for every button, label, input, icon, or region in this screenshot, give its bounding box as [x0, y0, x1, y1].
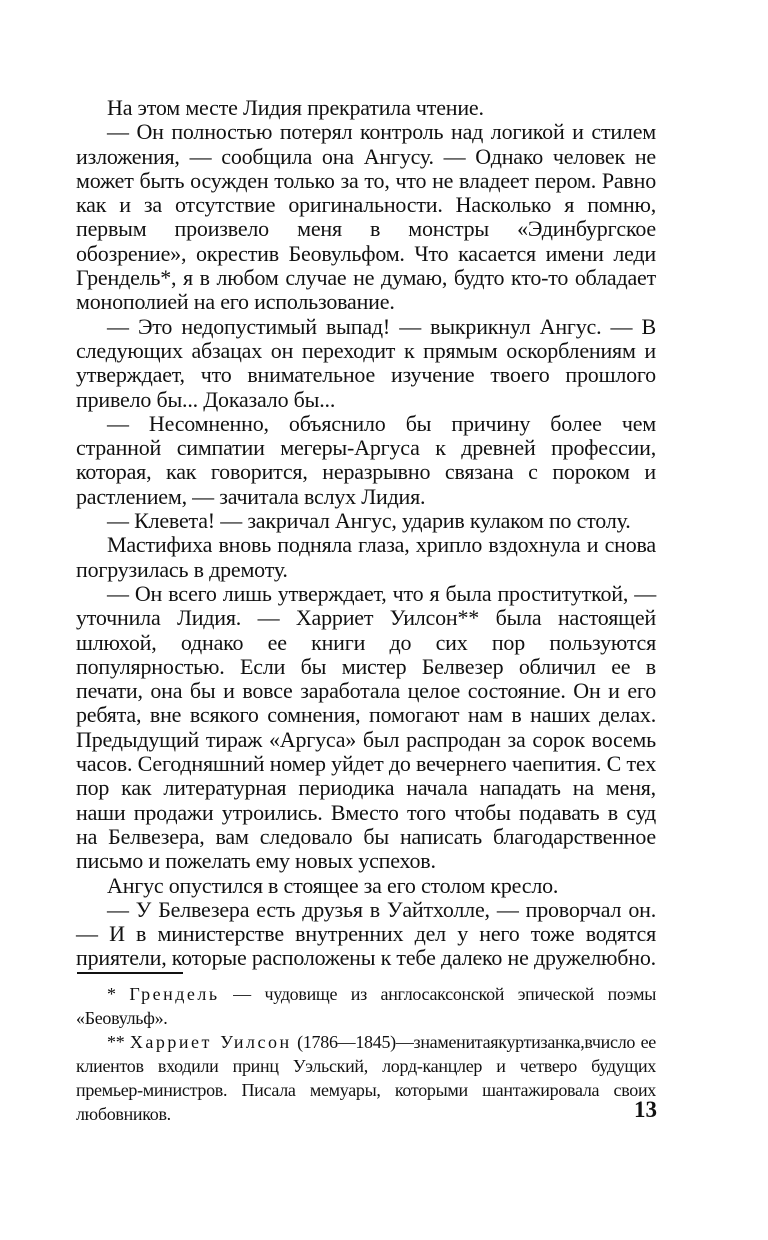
paragraph: — Он всего лишь утверждает, что я была проституткой, — уточнила Лидия. — Харриет Уилсон** была настоящей шлюхой, однако ее книги до сих пор пользуются популярностью. Если бы мистер Белвезер обличил ее в печати, она бы и вовсе заработала целое состояние. Он и его ребята, вне всякого сомнения, помогают нам в наших делах. Предыдущий тираж «Аргуса» был распродан за сорок восемь часов. Сегодняшний номер уйдет до вечернего чаепития. С тех пор как литературная периодика начала нападать на меня, наши продажи утроились. Вместо того чтобы подавать в суд на Белвезера, вам следовало бы написать благодарственное письмо и пожелать ему новых успехов. [76, 580, 656, 874]
paragraph: На этом месте Лидия прекратила чтение. [107, 95, 484, 120]
paragraph: — Он полностью потерял контроль над логикой и стилем изложения, — сообщила она Ангусу. — Однако человек не может быть осужден только за то, что не владеет пером. Равно как и за отсутствие оригинальности. Насколько я помню, первым произвело меня в монстры «Эдинбургское обозрение», окрестив Беовульфом. Что касается имени леди Грендель*, я в любом случае не думаю, будто кто-то обладает монополией на его использование. [76, 119, 656, 315]
footnote-term: Харриет Уилсон [129, 1032, 292, 1052]
paragraph: Мастифиха вновь подняла глаза, хрипло вздохнула и снова погрузилась в дремоту. [76, 532, 656, 582]
footnote-term: Грендель [129, 984, 220, 1004]
page-number: 13 [634, 1097, 657, 1122]
footnote-mark: ** [107, 1032, 130, 1052]
footnote-2 [76, 1030, 656, 1126]
footnote-1 [76, 982, 656, 1030]
footnote-mark: * [107, 984, 130, 1004]
paragraph: — У Белвезера есть друзья в Уайтхолле, — проворчал он. — И в министерстве внутренних дел у него тоже водятся приятели, которые расположены к тебе далеко не дружелюбно. [76, 896, 656, 971]
footnote-text: (1786—1845)—знаменитаякуртизанка,вчисло ее клиентов входили принц Уэльский, лорд-канцлер и четверо будущих премьер-министров. Писала мемуары, которыми шантажировала своих любовников. [76, 1032, 656, 1124]
main-text [76, 96, 656, 971]
footnote-divider [77, 972, 183, 974]
paragraph: — Несомненно, объяснило бы причину более чем странной симпатии мегеры-Аргуса к древней профессии, которая, как говорится, неразрывно связана с пороком и растлением, — зачитала вслух Лидия. [76, 410, 656, 509]
footnote-text: — чудовище из англосаксонской эпической поэмы «Беовульф». [76, 984, 656, 1028]
paragraph: — Это недопустимый выпад! — выкрикнул Ангус. — В следующих абзацах он переходит к прямым оскорблениям и утверждает, что внимательное изучение твоего прошлого привело бы... Доказало бы... [76, 313, 656, 412]
footnotes [76, 982, 656, 1126]
paragraph: — Клевета! — закричал Ангус, ударив кулаком по столу. [107, 508, 631, 534]
paragraph: Ангус опустился в стоящее за его столом кресло. [107, 872, 559, 898]
